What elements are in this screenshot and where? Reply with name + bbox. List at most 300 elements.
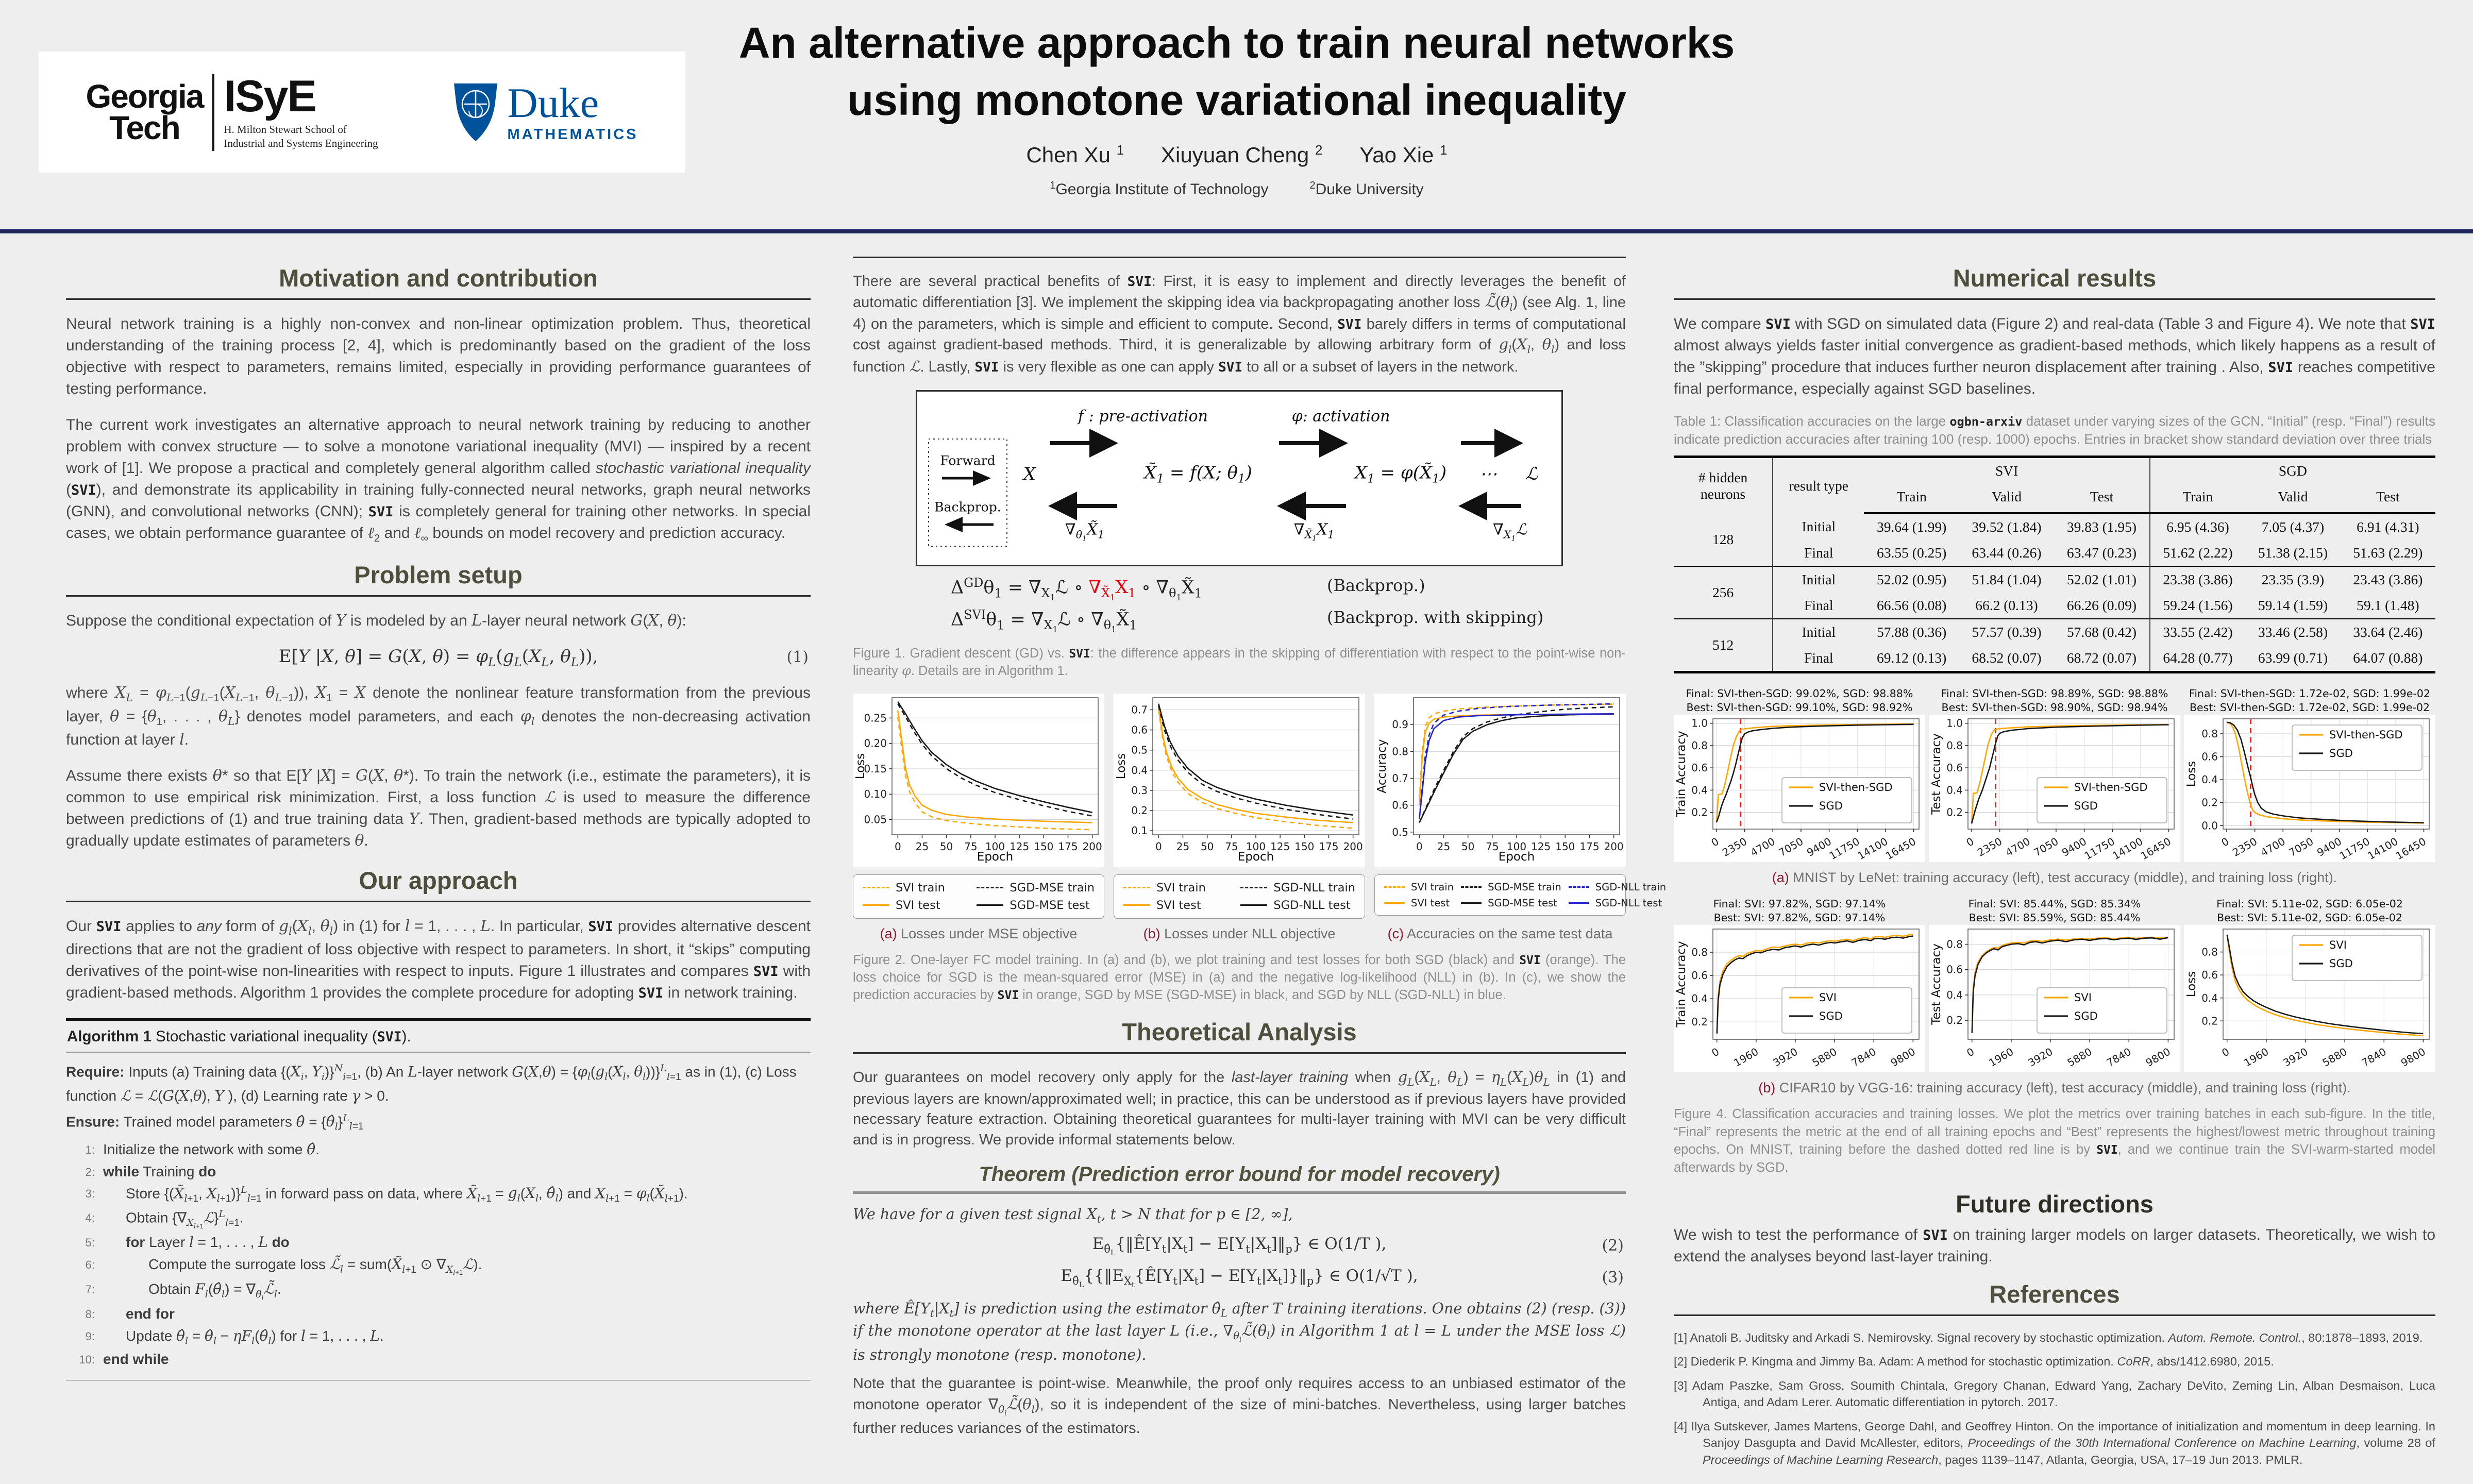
svg-text:25: 25 bbox=[1437, 840, 1451, 853]
cifar-train-accuracy-chart bbox=[1674, 897, 1925, 1075]
duke-mathematics-label: MATHEMATICS bbox=[507, 126, 638, 143]
svg-text:100: 100 bbox=[985, 840, 1005, 853]
figure-4a-row bbox=[1674, 687, 2435, 865]
chart-canvas bbox=[1929, 925, 2180, 1072]
isye-wordmark: ISyE bbox=[224, 72, 316, 122]
chart-title: Best: SVI: 5.11e-02, SGD: 6.05e-02 bbox=[2217, 912, 2402, 924]
svg-text:Loss: Loss bbox=[2185, 971, 2198, 998]
chart-canvas bbox=[2184, 715, 2435, 862]
svg-text:150: 150 bbox=[1034, 840, 1054, 853]
legend-item: SGD-MSE test bbox=[977, 899, 1095, 912]
isye-subtitle-2: Industrial and Systems Engineering bbox=[224, 137, 378, 149]
svg-text:0.10: 0.10 bbox=[864, 787, 887, 800]
svg-text:0.2: 0.2 bbox=[1131, 804, 1148, 817]
svg-text:Loss: Loss bbox=[854, 753, 867, 779]
svg-text:2350: 2350 bbox=[2230, 835, 2260, 859]
figure-2-subcaption: (a) Losses under MSE objective bbox=[880, 925, 1078, 941]
svg-text:0.4: 0.4 bbox=[2201, 992, 2218, 1005]
svg-text:Train Accuracy: Train Accuracy bbox=[1675, 731, 1688, 818]
svg-text:125: 125 bbox=[1270, 840, 1290, 853]
figure-1-diagram bbox=[916, 390, 1563, 566]
svg-text:3920: 3920 bbox=[2026, 1045, 2055, 1070]
algorithm-line: 8: end for bbox=[66, 1303, 811, 1325]
theory-paragraph: Our guarantees on model recovery only apply for the last-layer training when $g_L(X_L$, $\theta_L) = \eta_L(X_L)\theta_L$ in (1) and previous layers are known/approximated well; in practice, this can be understood as if previous layers have provided necessary feature extraction. Obtaining theoretical guarantees for multi-layer training with MVI can be very difficult and is in progress. We provide informal statements below. bbox=[853, 1068, 1626, 1149]
figure-2c-chart bbox=[1374, 694, 1667, 919]
svg-text:Epoch: Epoch bbox=[1237, 850, 1274, 864]
svg-text:175: 175 bbox=[1579, 840, 1600, 853]
svg-text:0.8: 0.8 bbox=[2201, 728, 2218, 740]
chart-legend bbox=[1114, 874, 1365, 919]
svg-text:SGD: SGD bbox=[2329, 747, 2353, 760]
svg-text:0.4: 0.4 bbox=[1691, 784, 1708, 797]
section-rule bbox=[1674, 298, 2435, 300]
svg-text:0.6: 0.6 bbox=[1392, 799, 1408, 812]
svg-text:16450: 16450 bbox=[1883, 835, 1919, 863]
numerical-paragraph: We compare SVI with SGD on simulated data (Figure 2) and real-data (Table 3 and Figure 4). We note that SVI almost always yields faster initial convergence as gradient-based methods, which likely happens as a result of the ”skipping” procedure that induces further neuron displacement after training . Also, SVI reaches competitive final performance, especially against SGD baselines. bbox=[1674, 315, 2435, 397]
legend-item: SVI test bbox=[863, 899, 969, 912]
svg-text:125: 125 bbox=[1531, 840, 1551, 853]
svg-text:0.6: 0.6 bbox=[1691, 762, 1708, 774]
equation-1: E[Y |X, θ] = G(X, $\theta) = \varphi_L(g_L(X_L$, $\theta_L$)), (1) bbox=[278, 646, 809, 669]
legend-item: SGD-MSE test bbox=[1461, 897, 1561, 909]
table-row: 512 Initial 57.88 (0.36) 57.57 (0.39) 57.68 (0.42) 33.55 (2.42) 33.46 (2.58) 33.64 (2.46) bbox=[1674, 619, 2435, 645]
algorithm-line: 9: Update $\thetâ_l$ = $\thetâ_l$ − $\eta F_l(\thetâ_l)$ for l = 1, . . . , L. bbox=[66, 1325, 811, 1349]
svg-text:0.2: 0.2 bbox=[1946, 806, 1963, 819]
algorithm-line: 7: Obtain $F_l(\thetâ_l)$ = $\nabla_{\thetâ_l}ℒ̃_l$. bbox=[66, 1278, 811, 1303]
chart-canvas bbox=[1674, 925, 1925, 1072]
reference-item: [4] Ilya Sutskever, James Martens, George Dahl, and Geoffrey Hinton. On the importance of initialization and momentum in deep learning. In Sanjoy Dasgupta and David McAllester, editors, Proceedings of the 30th International Conference on Machine Learning, volume 28 of Proceedings of Machine Learning Research, pages 1139–1147, Atlanta, Georgia, USA, 17–19 Jun 2013. PMLR. bbox=[1674, 1419, 2436, 1466]
author-list bbox=[660, 142, 1814, 167]
section-references-title: References bbox=[1989, 1280, 2120, 1308]
svg-text:0.3: 0.3 bbox=[1131, 784, 1148, 797]
svg-text:25: 25 bbox=[915, 840, 929, 853]
svg-text:0.20: 0.20 bbox=[864, 737, 887, 750]
duke-shield-icon bbox=[452, 81, 499, 143]
svg-text:2350: 2350 bbox=[1720, 835, 1749, 859]
figure-2-subcaptions bbox=[853, 926, 1626, 942]
svg-text:100: 100 bbox=[1246, 840, 1266, 853]
chart-title: Final: SVI: 85.44%, SGD: 85.34% bbox=[1968, 898, 2141, 910]
svg-text:1.0: 1.0 bbox=[1691, 717, 1708, 730]
chart-title: Best: SVI: 85.59%, SGD: 85.44% bbox=[1969, 912, 2141, 924]
svg-text:11750: 11750 bbox=[1827, 835, 1862, 863]
svg-text:14100: 14100 bbox=[2110, 835, 2145, 863]
figure-2a-chart bbox=[853, 694, 1104, 919]
affiliation-list bbox=[660, 180, 1814, 198]
problem-paragraph-3: Assume there exists θ* so that E[Y |X] = G(X, θ*). To train the network (i.e., estimate the parameters), it is common to use empirical risk minimization. First, a loss function ℒ is used to measure the difference between predictions of (1) and true training data Y. Then, gradient-based methods are typically adopted to gradually update estimates of parameters θ. bbox=[66, 767, 811, 850]
grad-theta-label: $\nabla_{\theta_1}X̃_1$ bbox=[1065, 520, 1105, 543]
svg-text:Loss: Loss bbox=[1115, 753, 1128, 779]
svg-text:Epoch: Epoch bbox=[977, 850, 1014, 864]
figure-4b-subcaption: (b) CIFAR10 by VGG-16: training accuracy (left), test accuracy (middle), and training loss (right). bbox=[1758, 1080, 2351, 1096]
column-left bbox=[66, 257, 811, 1381]
svg-text:0.2: 0.2 bbox=[1691, 806, 1708, 819]
svg-text:SVI-then-SGD: SVI-then-SGD bbox=[2074, 781, 2148, 794]
svg-text:7050: 7050 bbox=[2286, 835, 2316, 859]
equation-3-number: (3) bbox=[1602, 1269, 1624, 1287]
motivation-paragraph-2: The current work investigates an alternative approach to neural network training by reducing to another problem with convex structure — to solve a monotone variational inequality (MVI) — inspired by a recent work of [1]. We propose a practical and completely general algorithm called stochastic variational inequality (SVI), and demonstrate its applicability in training fully-connected neural networks, graph neural networks (GNN), and convolutional networks (CNN); SVI is completely general for training other networks. In special cases, we obtain performance guarantee of ℓ$_2$ and ℓ$_\infty$ bounds on model recovery and prediction accuracy. bbox=[66, 416, 811, 544]
future-paragraph: We wish to test the performance of SVI on training larger models on larger datasets. Theoretically, we wish to extend the analyses beyond last-layer training. bbox=[1674, 1226, 2436, 1266]
algorithm-line-number: 10: bbox=[79, 1353, 95, 1367]
svg-text:0.5: 0.5 bbox=[1131, 744, 1148, 756]
algorithm-line-number: 5: bbox=[85, 1236, 95, 1250]
svg-text:0.4: 0.4 bbox=[1946, 989, 1963, 1002]
svg-text:0: 0 bbox=[1155, 840, 1162, 853]
chart-title: Best: SVI-then-SGD: 99.10%, SGD: 98.92% bbox=[1686, 701, 1913, 714]
svg-text:0.4: 0.4 bbox=[2201, 773, 2218, 786]
svg-text:1.0: 1.0 bbox=[1946, 717, 1963, 730]
algorithm-line-number: 4: bbox=[85, 1211, 95, 1224]
algorithm-line-number: 3: bbox=[85, 1187, 95, 1201]
legend-item: SGD-MSE train bbox=[977, 881, 1095, 895]
algorithm-line-number: 8: bbox=[85, 1308, 95, 1321]
svg-text:0.8: 0.8 bbox=[1691, 946, 1708, 959]
svg-text:0.8: 0.8 bbox=[1946, 739, 1963, 752]
svg-text:0.8: 0.8 bbox=[1946, 938, 1963, 951]
svg-text:0.4: 0.4 bbox=[1691, 992, 1708, 1005]
legend-item: SVI test bbox=[1384, 897, 1454, 909]
note-paragraph: Note that the guarantee is point-wise. Meanwhile, the proof only requires access to an unbiased estimator of the monotone operator $\nabla_{\theta_l}ℒ̃(\theta_l)$, so it is independent of the size of mini-batches. Nevertheless, using larger batches further reduces variances of the estimators. bbox=[853, 1375, 1626, 1437]
svg-text:0.2: 0.2 bbox=[2201, 1015, 2218, 1027]
eq-gd: $\Delta^{GD}\theta_1$ = $\nabla_{X_1}ℒ$ ∘ $\nabla_{X̃_1}X_1$ ∘ $\nabla_{\theta_1}X̃_1$ bbox=[951, 575, 1202, 603]
svg-text:75: 75 bbox=[964, 840, 978, 853]
table-1-caption: Table 1: Classification accuracies on the large ogbn-arxiv dataset under varying sizes of the GCN. “Initial” (resp. “Final”) results indicate prediction accuracies after training 100 (resp. 1000) epochs. Entries in bracket show standard deviation over three trials bbox=[1674, 413, 2435, 447]
logo-divider bbox=[212, 74, 214, 151]
chart-title: Best: SVI: 97.82%, SGD: 97.14% bbox=[1713, 912, 1886, 924]
svg-text:0: 0 bbox=[2219, 835, 2231, 849]
svg-text:SGD: SGD bbox=[2074, 800, 2098, 813]
svg-text:11750: 11750 bbox=[2082, 835, 2117, 863]
svg-text:0: 0 bbox=[1964, 1045, 1977, 1060]
svg-text:0: 0 bbox=[1709, 1045, 1722, 1060]
svg-text:16450: 16450 bbox=[2138, 835, 2174, 863]
poster-title bbox=[660, 14, 1814, 129]
svg-text:0.2: 0.2 bbox=[1946, 1014, 1963, 1027]
problem-paragraph-2: where $X_L = \varphi_{L-1}(g_{L-1}(X_{L-1}$, $\theta_{L-1}$)), $X_1 = X$ denote the nonlinear feature transformation from the previous layer, $\theta = \{\theta_1$, . . . , $\theta_L$} denotes model parameters, and each $\varphi_l$ denotes the non-decreasing activation function at layer l. bbox=[66, 684, 811, 749]
svg-text:0.6: 0.6 bbox=[1691, 969, 1708, 982]
svg-text:100: 100 bbox=[1506, 840, 1527, 853]
svg-text:SVI-then-SGD: SVI-then-SGD bbox=[2329, 729, 2403, 741]
algorithm-lines bbox=[66, 1139, 811, 1371]
table-row: Final 63.55 (0.25) 63.44 (0.26) 63.47 (0.23) 51.62 (2.22) 51.38 (2.15) 51.63 (2.29) bbox=[1674, 540, 2435, 566]
legend-item: SGD-NLL train bbox=[1569, 881, 1666, 893]
algorithm-1-title: Algorithm 1 Stochastic variational inequality (SVI). bbox=[66, 1021, 811, 1053]
svg-text:0.7: 0.7 bbox=[1131, 703, 1148, 716]
table-row: Final 66.56 (0.08) 66.2 (0.13) 66.26 (0.09) 59.24 (1.56) 59.14 (1.59) 59.1 (1.48) bbox=[1674, 593, 2435, 619]
svg-text:125: 125 bbox=[1010, 840, 1030, 853]
svg-text:7840: 7840 bbox=[1849, 1045, 1878, 1070]
legend-item: SGD-NLL test bbox=[1569, 897, 1666, 909]
svg-text:50: 50 bbox=[1200, 840, 1214, 853]
figure-2-subcaption: (c) Accuracies on the same test data bbox=[1387, 925, 1613, 941]
svg-text:Test Accuracy: Test Accuracy bbox=[1930, 733, 1943, 815]
equation-1-number: (1) bbox=[786, 648, 809, 666]
node-xtilde: $X̃_1 = f(X$; $\theta_1$) bbox=[1144, 462, 1252, 486]
gt-wordmark-line1: Georgia bbox=[86, 77, 204, 115]
svg-text:11750: 11750 bbox=[2337, 835, 2372, 863]
equation-2-number: (2) bbox=[1602, 1236, 1624, 1255]
svg-text:SGD: SGD bbox=[2329, 957, 2353, 970]
svg-text:200: 200 bbox=[1343, 840, 1363, 853]
node-x1: $X_1$ = $\varphi(X̃_1)$ bbox=[1354, 462, 1447, 486]
svg-text:0.6: 0.6 bbox=[1946, 964, 1963, 976]
svg-text:4700: 4700 bbox=[2258, 835, 2287, 859]
algorithm-1-box bbox=[66, 1018, 811, 1381]
svg-text:0.9: 0.9 bbox=[1392, 718, 1408, 731]
algorithm-line: 6: Compute the surrogate loss $ℒ̃_l$ = $sum(X̃_{l+1}$ ⊙ $\nabla_{X_{l+1}}ℒ$). bbox=[66, 1254, 811, 1278]
svg-text:175: 175 bbox=[1319, 840, 1339, 853]
theorem-paragraph-1: We have for a given test signal $X_t$, t > N that for p ∈ [2, ∞], bbox=[853, 1205, 1293, 1225]
svg-text:50: 50 bbox=[939, 840, 953, 853]
svg-text:0: 0 bbox=[1416, 840, 1423, 853]
chart-canvas bbox=[1674, 715, 1925, 862]
svg-text:150: 150 bbox=[1294, 840, 1315, 853]
legend-item: SGD-MSE train bbox=[1461, 881, 1561, 893]
table-row: Final 69.12 (0.13) 68.52 (0.07) 68.72 (0.07) 64.28 (0.77) 63.99 (0.71) 64.07 (0.88) bbox=[1674, 645, 2435, 672]
algorithm-line: 5: for Layer l = 1, . . . , L do bbox=[66, 1232, 811, 1254]
georgia-tech-logo bbox=[86, 74, 378, 151]
chart-title: Final: SVI: 5.11e-02, SGD: 6.05e-02 bbox=[2216, 898, 2403, 910]
figure-4-caption: Figure 4. Classification accuracies and training losses. We plot the metrics over training batches in each sub-figure. In the title, “Final” represents the metric at the end of all training epochs and “Best” represents the highest/lowest metric throughout training epochs. On MNIST, training before the dashed dotted red line is by SVI, and we continue train the SVI-warm-started model afterwards by SGD. bbox=[1674, 1107, 2435, 1175]
algorithm-line-number: 6: bbox=[85, 1258, 95, 1271]
theorem-block bbox=[853, 1163, 1626, 1365]
logo-box bbox=[39, 52, 685, 173]
author-name: Yao Xie $^1$ bbox=[1359, 142, 1448, 167]
eq-gd-annotation: (Backprop.) bbox=[1327, 575, 1425, 595]
svg-text:1960: 1960 bbox=[2242, 1045, 2271, 1070]
poster-title-line2: using monotone variational inequality bbox=[847, 75, 1627, 124]
legend-item: SVI test bbox=[1123, 899, 1233, 912]
section-future-title: Future directions bbox=[1956, 1190, 2154, 1218]
svg-text:50: 50 bbox=[1461, 840, 1475, 853]
figure-2-caption: Figure 2. One-layer FC model training. In (a) and (b), we plot training and test losses for both SGD (black) and SVI (orange). The loss choice for SGD is the mean-squared error (MSE) in (a) and the negative log-likelihood (NLL) in (b). In (c), we show the prediction accuracies by SVI in orange, SGD by MSE (SGD-MSE) in black, and SGD by NLL (SGD-NLL) in blue. bbox=[853, 952, 1626, 1003]
algorithm-line-number: 9: bbox=[85, 1329, 95, 1343]
node-loss: ℒ bbox=[1525, 463, 1538, 484]
svg-text:SVI: SVI bbox=[2074, 991, 2092, 1004]
section-rule bbox=[1674, 1314, 2435, 1316]
svg-text:4700: 4700 bbox=[2003, 835, 2032, 859]
reference-item: [3] Adam Paszke, Sam Gross, Soumith Chintala, Gregory Chanan, Edward Yang, Zachary DeVito, Zeming Lin, Alban Desmaison, Luca Antiga, and Adam Lerer. Automatic differentiation in pytorch. 2017. bbox=[1674, 1378, 2435, 1409]
forward-label: Forward bbox=[940, 453, 996, 468]
svg-text:9400: 9400 bbox=[1804, 835, 1834, 859]
algorithm-line-number: 2: bbox=[85, 1165, 95, 1178]
svg-text:200: 200 bbox=[1604, 840, 1624, 853]
theorem-title: Theorem (Prediction error bound for model recovery) bbox=[979, 1162, 1500, 1186]
svg-text:0.4: 0.4 bbox=[1131, 764, 1148, 777]
svg-text:Train Accuracy: Train Accuracy bbox=[1675, 941, 1688, 1028]
author-name: Chen Xu $^1$ bbox=[1026, 142, 1124, 167]
activation-label: φ: activation bbox=[1291, 407, 1390, 426]
chart-canvas bbox=[2184, 925, 2435, 1072]
pre-activation-label: f : pre-activation bbox=[1078, 407, 1208, 426]
svg-text:0.5: 0.5 bbox=[1392, 825, 1408, 838]
algorithm-line: 2: while Training do bbox=[66, 1161, 811, 1183]
chart-title: Final: SVI: 97.82%, SGD: 97.14% bbox=[1713, 898, 1886, 910]
gt-wordmark-line2: Tech bbox=[109, 109, 180, 146]
svg-text:3920: 3920 bbox=[2281, 1045, 2310, 1070]
section-problem-title: Problem setup bbox=[354, 561, 523, 588]
section-rule bbox=[66, 298, 811, 300]
svg-text:7050: 7050 bbox=[1776, 835, 1806, 859]
equation-3: $E_{\thetâ_L}\{\{‖E_{X_t}\{Ê[Y_t|X_t]$ − $E[Y_t|X_t]\}‖_p$} ∈ O(1/√T ), (3) bbox=[1061, 1267, 1624, 1290]
chart-canvas bbox=[1929, 715, 2180, 862]
section-theory-title: Theoretical Analysis bbox=[1122, 1018, 1357, 1045]
affiliation: $^1$Georgia Institute of Technology bbox=[1050, 179, 1269, 198]
figure-2b-chart bbox=[1114, 694, 1365, 919]
algorithm-line: 10: end while bbox=[66, 1348, 811, 1371]
cifar-loss-chart bbox=[2184, 897, 2435, 1075]
svg-text:SVI: SVI bbox=[1819, 991, 1837, 1004]
table-1 bbox=[1674, 456, 2435, 673]
algorithm-line-number: 1: bbox=[85, 1143, 95, 1157]
svg-text:0.7: 0.7 bbox=[1392, 772, 1408, 785]
svg-text:9400: 9400 bbox=[2059, 835, 2089, 859]
svg-text:0.2: 0.2 bbox=[1691, 1016, 1708, 1028]
node-x: X bbox=[1023, 463, 1036, 484]
svg-text:0.1: 0.1 bbox=[1131, 824, 1148, 837]
legend-item: SGD-NLL test bbox=[1240, 899, 1355, 912]
author-name: Xiuyuan Cheng $^2$ bbox=[1161, 142, 1323, 167]
svg-text:0.8: 0.8 bbox=[2201, 946, 2218, 958]
svg-text:0.05: 0.05 bbox=[864, 813, 887, 826]
theorem-rule bbox=[853, 1191, 1626, 1194]
eq-svi-annotation: (Backprop. with skipping) bbox=[1327, 607, 1544, 627]
svg-text:0.25: 0.25 bbox=[864, 712, 887, 724]
svg-text:SGD: SGD bbox=[2074, 1010, 2098, 1023]
section-motivation-title: Motivation and contribution bbox=[279, 264, 598, 292]
svg-text:0: 0 bbox=[2219, 1045, 2232, 1060]
chart-title: Best: SVI-then-SGD: 1.72e-02, SGD: 1.99e-02 bbox=[2189, 701, 2430, 714]
svg-text:0.2: 0.2 bbox=[2201, 797, 2218, 810]
column-right bbox=[1674, 257, 2435, 1475]
svg-text:75: 75 bbox=[1225, 840, 1238, 853]
figure-4b-row bbox=[1674, 897, 2435, 1075]
theorem-paragraph-2: where $Ê[Y_t|X_t]$ is prediction using the estimator $\thetâ_L$ after T training iterations. One obtains (2) (resp. (3)) if the monotone operator at the last layer L (i.e., $\nabla_{\theta_l}ℒ̃(\theta_l)$ in Algorithm 1 at l = L under the MSE loss ℒ) is strongly monotone (resp. monotone). bbox=[853, 1300, 1626, 1364]
eq-svi: $\Delta^{SVI}\theta_1$ = $\nabla_{X_1}ℒ$ ∘ $\nabla_{\theta_1}X̃_1$ bbox=[951, 607, 1137, 635]
svg-text:SGD: SGD bbox=[1819, 1010, 1843, 1023]
header-rule bbox=[0, 229, 2473, 233]
figure-2-subcaption: (b) Losses under NLL objective bbox=[1143, 925, 1336, 941]
legend-item: SVI train bbox=[1384, 881, 1454, 893]
svg-text:0: 0 bbox=[1964, 835, 1976, 849]
svg-text:2350: 2350 bbox=[1975, 835, 2005, 859]
svg-text:0.0: 0.0 bbox=[2201, 819, 2218, 832]
gd-svi-equations bbox=[894, 576, 1585, 639]
table-row: 256 Initial 52.02 (0.95) 51.84 (1.04) 52.02 (1.01) 23.38 (3.86) 23.35 (3.9) 23.43 (3.86) bbox=[1674, 566, 2435, 593]
svg-text:0.15: 0.15 bbox=[864, 762, 887, 775]
legend-item: SVI train bbox=[1123, 881, 1233, 895]
chart-title: Final: SVI-then-SGD: 1.72e-02, SGD: 1.99e-02 bbox=[2189, 687, 2430, 700]
svg-text:7050: 7050 bbox=[2031, 835, 2061, 859]
section-approach-title: Our approach bbox=[359, 867, 518, 895]
reference-item: [1] Anatoli B. Juditsky and Arkadi S. Nemirovsky. Signal recovery by stochastic optimization. Autom. Remote. Control., 80:1878–1893, 2019. bbox=[1674, 1331, 2423, 1345]
svg-text:150: 150 bbox=[1555, 840, 1575, 853]
section-rule bbox=[66, 901, 811, 902]
mnist-train-accuracy-chart bbox=[1674, 687, 1925, 865]
svg-text:14100: 14100 bbox=[2365, 835, 2400, 863]
svg-text:5880: 5880 bbox=[1810, 1045, 1839, 1070]
svg-text:0.6: 0.6 bbox=[2201, 969, 2218, 982]
svg-text:175: 175 bbox=[1058, 840, 1078, 853]
algorithm-line: 4: Obtain $\{\nabla_{X_{l+1}}ℒ\}^L_{l=1}$. bbox=[66, 1207, 811, 1232]
svg-text:200: 200 bbox=[1082, 840, 1102, 853]
column-middle bbox=[853, 257, 1667, 1452]
approach-paragraph-1: Our SVI applies to any form of $g_l(X_l$, $\theta_l$) in (1) for l = 1, . . . , L. In particular, SVI provides alternative descent directions that are not the gradient of loss objective with respect to parameters. In short, it “skips” computing derivatives of the point-wise non-linearities with respect to inputs. Figure 1 illustrates and compares SVI with gradient-based methods. Algorithm 1 provides the complete procedure for adopting SVI in network training. bbox=[66, 917, 811, 1002]
algorithm-line: 3: Store {($X̃_{l+1}$, $X_{l+1})\}^L_{l=1}$ in forward pass on data, where $X̃_{l+1} = g_l(X_l$, $\thetâ_l$) and $X_{l+1}$ = $\varphi_l(X̃_{l+1})$. bbox=[66, 1183, 811, 1207]
svg-text:0: 0 bbox=[1709, 835, 1721, 849]
chart-title: Final: SVI-then-SGD: 98.89%, SGD: 98.88% bbox=[1941, 687, 2168, 700]
svg-text:5880: 5880 bbox=[2320, 1045, 2349, 1070]
section-rule bbox=[853, 1052, 1626, 1054]
svg-text:1960: 1960 bbox=[1987, 1045, 2016, 1070]
reference-item: [2] Diederik P. Kingma and Jimmy Ba. Adam: A method for stochastic optimization. CoRR, abs/1412.6980, 2015. bbox=[1674, 1355, 2274, 1369]
legend-item: SVI train bbox=[863, 881, 969, 895]
section-rule bbox=[853, 257, 1626, 258]
grad-skip-label: $\nabla_{X̃_1}X_1$ bbox=[1293, 520, 1335, 543]
svg-text:75: 75 bbox=[1486, 840, 1499, 853]
svg-text:9400: 9400 bbox=[2314, 835, 2344, 859]
svg-text:0.6: 0.6 bbox=[1131, 723, 1148, 736]
svg-text:0: 0 bbox=[894, 840, 901, 853]
section-rule bbox=[66, 595, 811, 597]
svg-text:0.8: 0.8 bbox=[1392, 745, 1408, 757]
svg-text:16450: 16450 bbox=[2393, 835, 2429, 863]
svg-text:1960: 1960 bbox=[1731, 1045, 1761, 1070]
chart-canvas bbox=[1374, 694, 1626, 867]
poster-title-line1: An alternative approach to train neural networks bbox=[738, 19, 1735, 67]
svg-text:Epoch: Epoch bbox=[1498, 850, 1535, 864]
svg-text:7840: 7840 bbox=[2359, 1045, 2388, 1070]
svg-text:Test Accuracy: Test Accuracy bbox=[1930, 943, 1943, 1025]
algorithm-line: 1: Initialize the network with some θ̂. bbox=[66, 1139, 811, 1161]
chart-legend bbox=[853, 874, 1104, 919]
chart-legend bbox=[1374, 874, 1667, 916]
problem-paragraph-1: Suppose the conditional expectation of Y is modeled by an L-layer neural network G(X, θ): bbox=[66, 611, 686, 630]
dots: ⋯ bbox=[1479, 463, 1497, 484]
duke-logo bbox=[452, 81, 638, 143]
algorithm-line-number: 7: bbox=[85, 1283, 95, 1296]
svg-text:7840: 7840 bbox=[2104, 1045, 2133, 1070]
figure-4a-subcaption: (a) MNIST by LeNet: training accuracy (left), test accuracy (middle), and training loss (right). bbox=[1772, 870, 2337, 886]
svg-text:Loss: Loss bbox=[2185, 761, 2198, 787]
backprop-label: Backprop. bbox=[934, 499, 1001, 515]
figure-1-caption: Figure 1. Gradient descent (GD) vs. SVI: the difference appears in the skipping of differentiation with respect to the point-wise non-linearity φ. Details are in Algorithm 1. bbox=[853, 646, 1626, 679]
isye-subtitle-1: H. Milton Stewart School of bbox=[224, 123, 347, 136]
legend-item: SGD-NLL train bbox=[1240, 881, 1355, 895]
svg-text:SVI: SVI bbox=[2329, 939, 2347, 952]
svg-text:0.6: 0.6 bbox=[1946, 762, 1963, 774]
chart-title: Best: SVI-then-SGD: 98.90%, SGD: 98.94% bbox=[1941, 701, 2168, 714]
svg-text:SGD: SGD bbox=[1819, 800, 1843, 813]
results-table: # hidden neurons result type SVI SGD Train Valid Test Train Valid Test 128 Initial 39.64 (1.99) 39.52 (1.84) 39.83 (1.95) 6.95 (4.36) 7.05 (4.37) 6.91 (4.31) Final 63.55 (0.25) 63.44 (0.26) 63.47 (0.23) 51.62 (2.22) 51.38 (2.15) 51.63 (2.29) 256 Initial 52.02 (0.95) 51.84 (1.04) 52.02 (1.01) 23.38 (3.86) 23.35 (3.9) 23.43 (3.86) Final 66.56 (0.08) 66.2 (0.13) 66.26 (0.09) 59.24 (1.56) 59.14 (1.59) 59.1 (1.48) 512 Initial 57.88 (0.36) 57.57 (0.39) 57.68 (0.42) 33.55 (2.42) 33.46 (2.58) 33.64 (2.46) Final 69.12 (0.13) 68.52 (0.07) 68.72 (0.07) 64.28 (0.77) 63.99 (0.71) 64.07 (0.88) bbox=[1674, 456, 2435, 673]
reference-list bbox=[1674, 1329, 2435, 1468]
svg-text:0.4: 0.4 bbox=[1946, 784, 1963, 797]
svg-text:Accuracy: Accuracy bbox=[1375, 739, 1389, 794]
chart-canvas bbox=[1114, 694, 1365, 867]
grad-loss-label: $\nabla_{X_1}ℒ$ bbox=[1493, 520, 1527, 543]
svg-text:SVI-then-SGD: SVI-then-SGD bbox=[1819, 781, 1893, 794]
svg-text:9800: 9800 bbox=[2143, 1045, 2173, 1070]
svg-text:9800: 9800 bbox=[2398, 1045, 2428, 1070]
chart-canvas bbox=[853, 694, 1104, 867]
mnist-loss-chart bbox=[2184, 687, 2435, 865]
motivation-paragraph-1: Neural network training is a highly non-convex and non-linear optimization problem. Thus, theoretical understanding of the training process [2, 4], which is predominantly based on the gradient of the loss objective with respect to parameters, remains limited, especially in providing performance guarantees of testing performance. bbox=[66, 315, 811, 397]
svg-text:3920: 3920 bbox=[1771, 1045, 1800, 1070]
equation-2: $E_{\thetâ_L}\{‖Ê[Y_t|X_t]$ − $E[Y_t|X_t]‖_p$} ∈ O(1/T ), (2) bbox=[1092, 1234, 1624, 1258]
svg-text:14100: 14100 bbox=[1855, 835, 1890, 863]
svg-text:4700: 4700 bbox=[1748, 835, 1777, 859]
svg-text:0.6: 0.6 bbox=[2201, 750, 2218, 763]
